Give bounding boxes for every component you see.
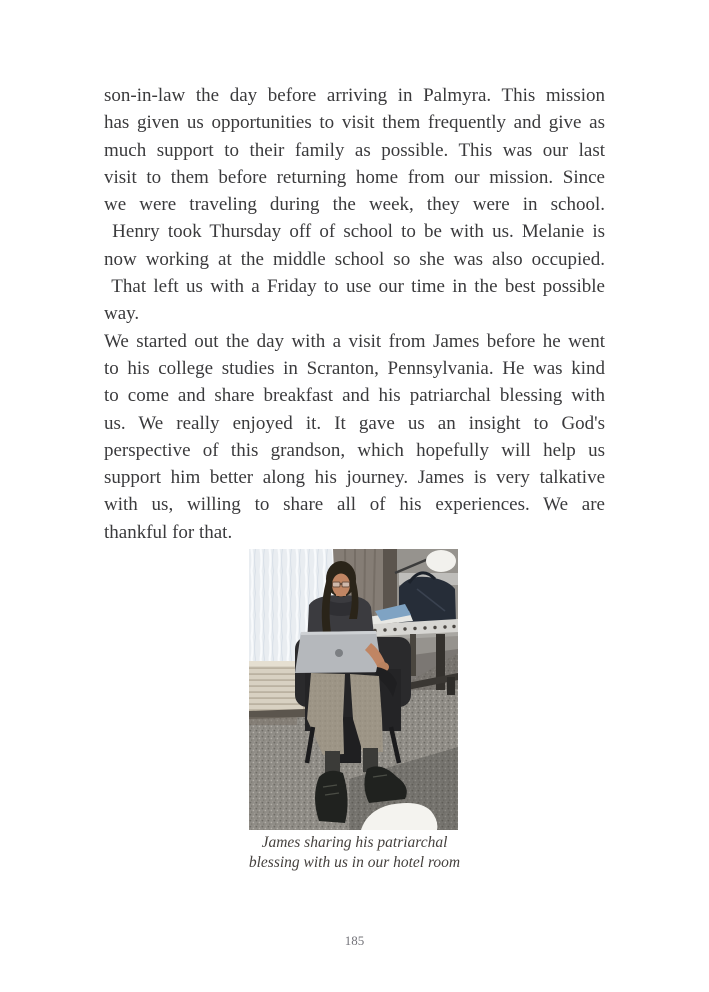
- caption-line: blessing with us in our hotel room: [248, 853, 461, 871]
- text-line: to his college studies in Scranton, Pennsylvania. He was kind: [104, 357, 605, 379]
- text-line: now working at the middle school so she was also occupied.: [104, 248, 605, 270]
- text-line: support him better along his journey. James is very talkative: [104, 467, 605, 489]
- text-line: We started out the day with a visit from James before he went: [104, 330, 605, 352]
- hotel-room-photo: [249, 549, 458, 830]
- page-number: 185: [344, 933, 365, 948]
- text-line: us. We really enjoyed it. It gave us an insight to God's: [104, 412, 605, 434]
- text-line: That left us with a Friday to use our time in the best possible: [104, 276, 605, 298]
- apple-logo-icon: [335, 649, 343, 657]
- text-line: way.: [104, 303, 140, 325]
- photo-figure: [249, 549, 458, 830]
- text-line: perspective of this grandson, which hopefully will help us: [104, 439, 605, 461]
- text-line: we were traveling during the week, they were in school.: [104, 194, 605, 216]
- text-line: son-in-law the day before arriving in Palmyra. This mission: [104, 85, 605, 106]
- text-line: visit to them before returning home from our mission. Since: [104, 166, 605, 188]
- text-line: to come and share breakfast and his patriarchal blessing with: [104, 385, 605, 407]
- caption-line: James sharing his patriarchal: [261, 834, 448, 851]
- body-text: [104, 82, 605, 546]
- text-line: much support to their family as possible. This was our last: [104, 139, 605, 161]
- figure-caption: [0, 833, 709, 872]
- text-line: thankful for that.: [104, 521, 233, 543]
- text-line: Henry took Thursday off of school to be with us. Melanie is: [104, 221, 605, 243]
- text-line: with us, willing to share all of his experiences. We are: [104, 494, 605, 516]
- text-line: has given us opportunities to visit them frequently and give as: [104, 112, 605, 134]
- lamp-shade: [426, 550, 456, 572]
